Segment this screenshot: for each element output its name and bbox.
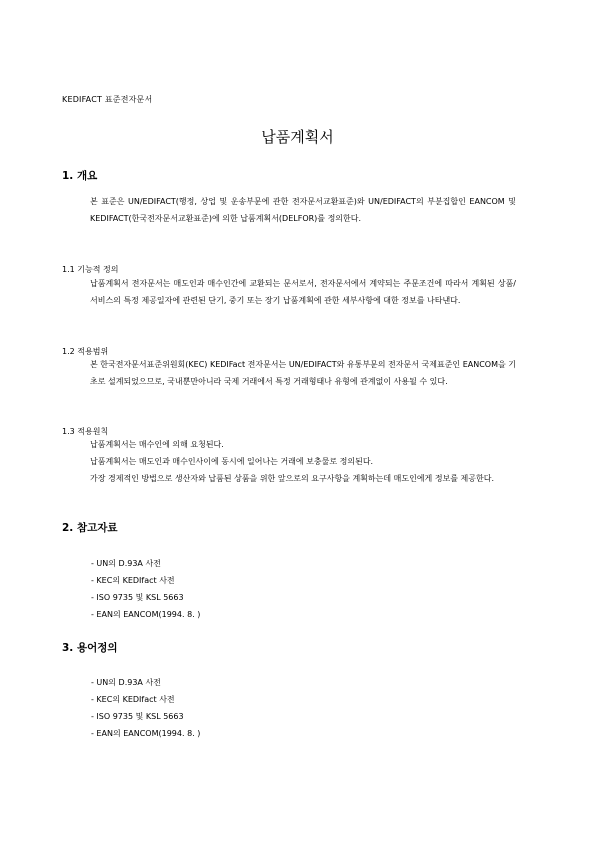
- subsection-heading-scope: 1.2 적용범위: [62, 347, 109, 356]
- list-item: - EAN의 EANCOM(1994. 8. ): [91, 729, 201, 738]
- scope-paragraph: 본 한국전자문서표준위원회(KEC) KEDIFact 전자문서는 UN/EDIFACT와 유통부문의 전자문서 국제표준인 EANCOM을 기초로 설계되었으므로, 국내뿐만아니라 국제 거래에서 특정 거래형태나 유형에 관계없이 사용될 수 있다.: [90, 360, 516, 386]
- list-item: - UN의 D.93A 사전: [91, 678, 161, 687]
- section-heading-references: 2. 참고자료: [62, 522, 118, 534]
- document-header: KEDIFACT 표준전자문서: [62, 95, 153, 104]
- list-item: - ISO 9735 및 KSL 5663: [91, 593, 184, 602]
- list-item: - EAN의 EANCOM(1994. 8. ): [91, 610, 201, 619]
- list-item: - KEC의 KEDIfact 사전: [91, 576, 175, 585]
- section-heading-definitions: 3. 용어정의: [62, 642, 118, 654]
- list-item: - UN의 D.93A 사전: [91, 559, 161, 568]
- principles-line-2: 납품계획서는 매도인과 매수인사이에 동시에 일어나는 거래에 보충물로 정의된다.: [90, 457, 374, 466]
- principles-line-3: 가장 경제적인 방법으로 생산자와 납품된 상품을 위한 앞으로의 요구사항을 계획하는데 매도인에게 정보를 제공한다.: [90, 474, 494, 483]
- functional-definition-paragraph: 납품계획서 전자문서는 매도인과 매수인간에 교환되는 문서로서, 전자문서에서 계약되는 주문조건에 따라서 계획된 상품/서비스의 특정 제공일자에 관련된 단기, 중기 또는 장기 납품계획에 관한 세부사항에 대한 정보를 나타낸다.: [90, 279, 516, 305]
- list-item: - ISO 9735 및 KSL 5663: [91, 712, 184, 721]
- references-list: [91, 555, 200, 623]
- overview-paragraph: 본 표준은 UN/EDIFACT(행정, 상업 및 운송부문에 관한 전자문서교환표준)와 UN/EDIFACT의 부분집합인 EANCOM 및 KEDIFACT(한국전자문서교환표준)에 의한 납품계획서(DELFOR)를 정의한다.: [90, 197, 516, 223]
- definitions-list: [91, 674, 200, 742]
- document-title: 납품계획서: [261, 128, 334, 146]
- list-item: - KEC의 KEDIfact 사전: [91, 695, 175, 704]
- subsection-heading-functional-definition: 1.1 기능적 정의: [62, 265, 119, 274]
- subsection-heading-principles: 1.3 적용원칙: [62, 427, 109, 436]
- principles-line-1: 납품계획서는 매수인에 의해 요청된다.: [90, 440, 224, 449]
- section-heading-overview: 1. 개요: [62, 170, 98, 182]
